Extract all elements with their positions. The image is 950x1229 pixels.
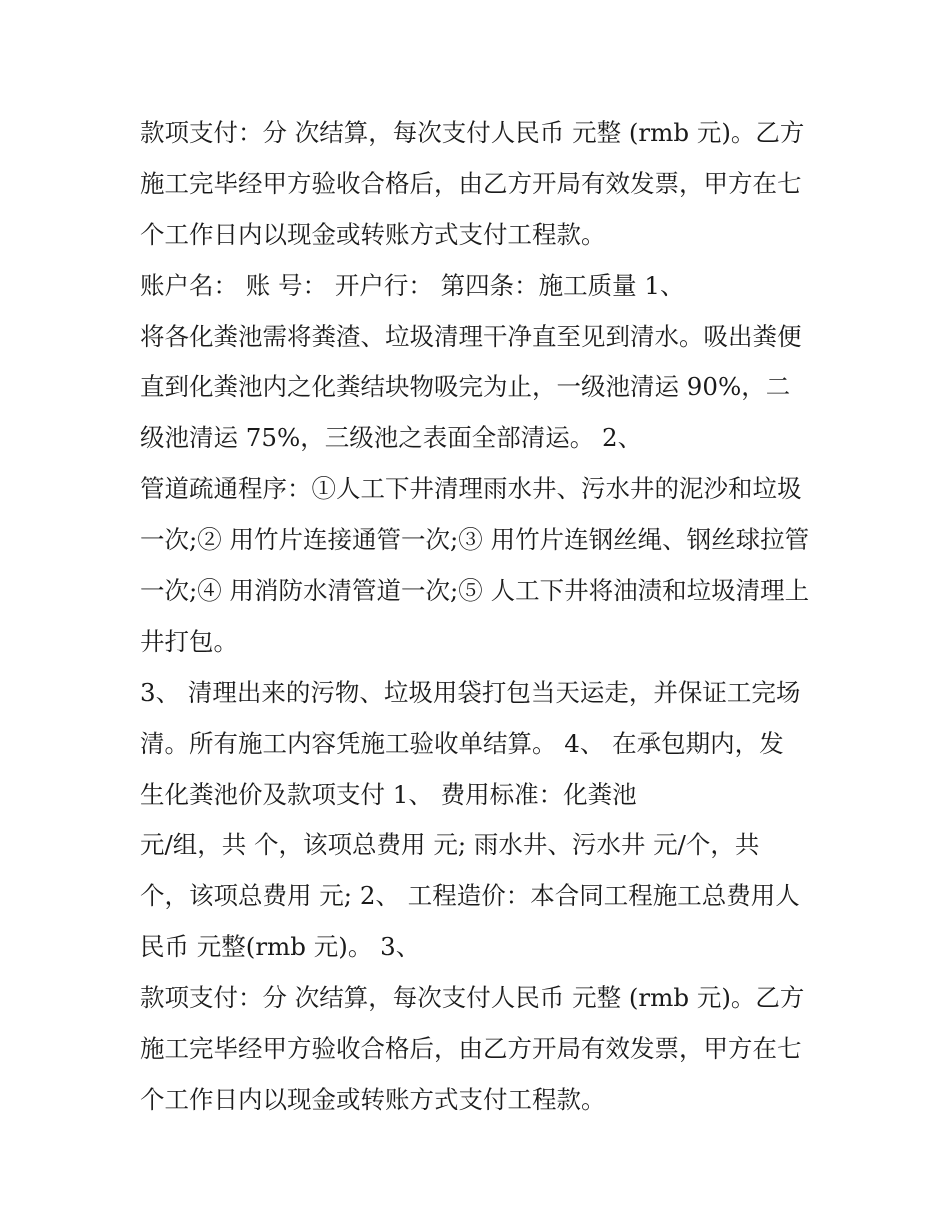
text-line: 管道疏通程序：①人工下井清理雨水井、污水井的泥沙和垃圾 [140,474,802,504]
text-line: 直到化粪池内之化粪结块物吸完为止，一级池清运 90%，二 [140,372,791,402]
text-line: 级池清运 75%，三级池之表面全部清运。 2、 [140,423,643,453]
text-line: 将各化粪池需将粪渣、垃圾清理干净直至见到清水。吸出粪便 [140,321,802,351]
text-line: 一次;② 用竹片连接通管一次;③ 用竹片连钢丝绳、钢丝球拉管 [140,525,810,555]
text-line: 个工作日内以现金或转账方式支付工程款。 [140,1084,606,1114]
text-line: 3、 清理出来的污物、垃圾用袋打包当天运走，并保证工完场 [140,677,801,707]
text-line: 民币 元整(rmb 元)。 3、 [140,932,421,962]
text-line: 生化粪池价及款项支付 1、 费用标准：化粪池 [140,779,637,809]
text-line: 个工作日内以现金或转账方式支付工程款。 [140,219,606,249]
text-line: 账户名： 账 号： 开户行： 第四条：施工质量 1、 [140,270,685,300]
text-line: 井打包。 [140,626,238,656]
document-body [140,108,820,1126]
text-line: 施工完毕经甲方验收合格后，由乙方开局有效发票，甲方在七 [140,168,802,198]
text-line: 一次;④ 用消防水清管道一次;⑤ 人工下井将油渍和垃圾清理上 [140,576,810,606]
text-line: 元/组，共 个，该项总费用 元; 雨水井、污水井 元/个，共 [140,830,760,860]
text-line: 个，该项总费用 元; 2、 工程造价：本合同工程施工总费用人 [140,881,800,911]
text-line: 清。所有施工内容凭施工验收单结算。 4、 在承包期内，发 [140,728,784,758]
text-line: 施工完毕经甲方验收合格后，由乙方开局有效发票，甲方在七 [140,1034,802,1064]
text-line: 款项支付：分 次结算，每次支付人民币 元整 (rmb 元)。乙方 [140,983,805,1013]
text-line: 款项支付：分 次结算，每次支付人民币 元整 (rmb 元)。乙方 [140,118,805,147]
